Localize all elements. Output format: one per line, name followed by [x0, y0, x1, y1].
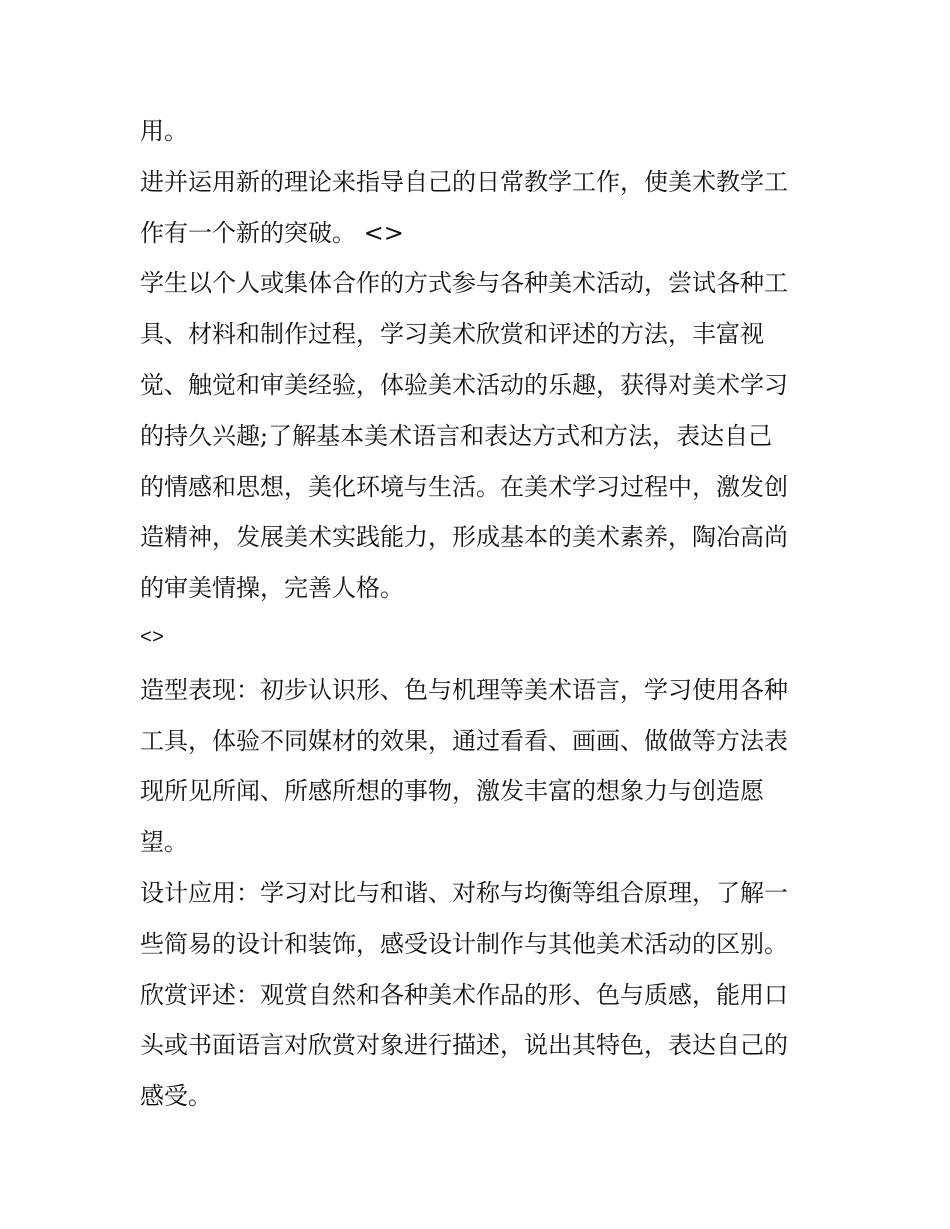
text-line: 欣赏评述：观赏自然和各种美术作品的形、色与质感，能用口: [140, 980, 788, 1009]
text-line: 工具，体验不同媒材的效果，通过看看、画画、做做等方法表: [140, 726, 788, 755]
text-line: 作有一个新的突破。 <>: [140, 218, 404, 247]
text-line: 具、材料和制作过程，学习美术欣赏和评述的方法，丰富视: [140, 320, 764, 349]
text-line: 些简易的设计和装饰，感受设计制作与其他美术活动的区别。: [140, 929, 788, 958]
text-line: 进并运用新的理论来指导自己的日常教学工作，使美术教学工: [140, 167, 788, 196]
text-line: 的情感和思想，美化环境与生活。在美术学习过程中，激发创: [140, 472, 788, 501]
text-line: 的审美情操，完善人格。: [140, 574, 404, 603]
text-line: 造精神，发展美术实践能力，形成基本的美术素养，陶冶高尚: [140, 523, 788, 552]
text-line: 现所见所闻、所感所想的事物，激发丰富的想象力与创造愿: [140, 777, 764, 806]
text-line: 学生以个人或集体合作的方式参与各种美术活动，尝试各种工: [140, 269, 788, 298]
text-line: 设计应用：学习对比与和谐、对称与均衡等组合原理，了解一: [140, 878, 788, 907]
text-line: 造型表现：初步认识形、色与机理等美术语言，学习使用各种: [140, 675, 788, 704]
text-line: 用。: [140, 117, 188, 145]
text-line: 的持久兴趣;了解基本美术语言和表达方式和方法，表达自己: [140, 421, 773, 450]
text-line: 觉、触觉和审美经验，体验美术活动的乐趣，获得对美术学习: [140, 370, 788, 399]
text-line: 头或书面语言对欣赏对象进行描述，说出其特色，表达自己的: [140, 1031, 788, 1060]
section-marker: <>: [140, 626, 165, 650]
text-line: 望。: [140, 828, 188, 857]
text-line: 感受。: [140, 1082, 212, 1111]
body-text: [140, 106, 820, 1122]
